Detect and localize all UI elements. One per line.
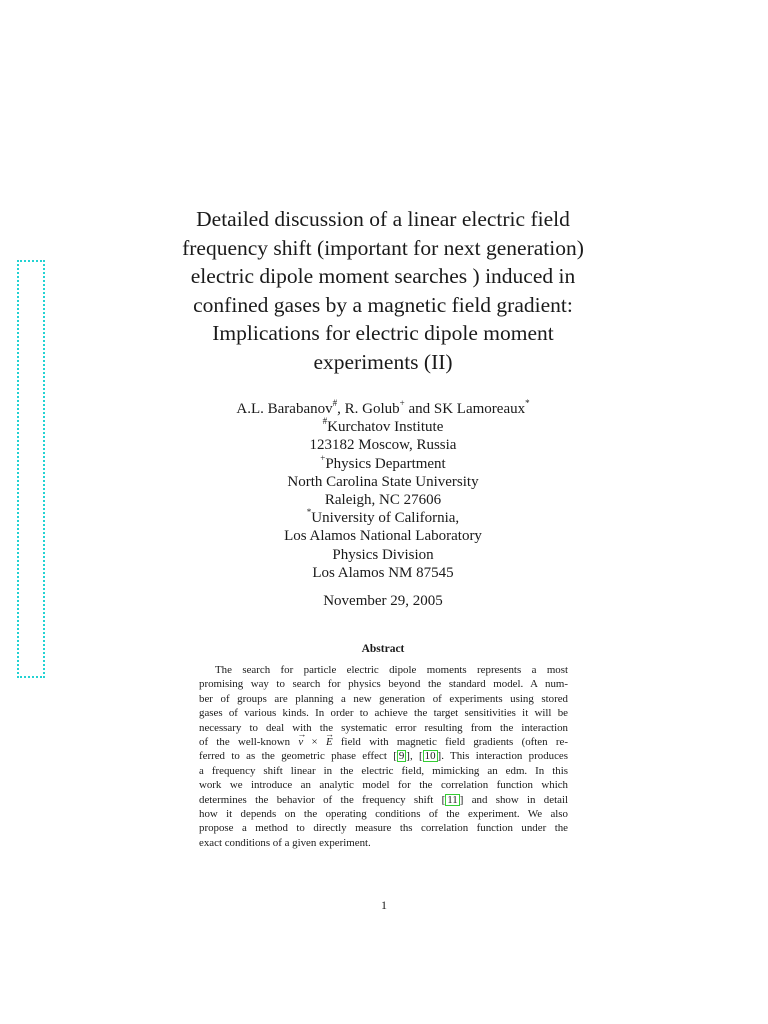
affiliation-line: Raleigh, NC 27606 xyxy=(324,492,442,509)
abstract-line: determines the behavior of the frequency shift [ 11 ] and show in detail xyxy=(199,793,568,806)
abstract-body xyxy=(199,663,568,850)
affiliation-mark: # xyxy=(322,416,328,427)
paper-title xyxy=(170,205,596,377)
abstract-line: ferred to as the geometric phase effect [ 9 ], [ 10 ]. This interaction produces xyxy=(199,750,568,763)
author-separator: and xyxy=(404,401,434,417)
abstract-line: exact conditions of a given experiment. xyxy=(199,836,371,849)
abstract-text: , xyxy=(409,750,420,763)
abstract-text: determines the behavior of the frequency shift xyxy=(199,793,442,806)
title-line: electric dipole moment searches ) induced in xyxy=(190,264,576,289)
title-line: experiments (II) xyxy=(313,349,453,374)
citation-link[interactable]: 10 xyxy=(424,750,436,763)
title-line: frequency shift (important for next generation) xyxy=(182,235,584,260)
affiliation-line: Los Alamos National Laboratory xyxy=(284,528,482,545)
abstract-text: of the well-known xyxy=(199,736,299,749)
page-number: 1 xyxy=(381,898,387,912)
abstract-line xyxy=(199,735,568,749)
vector-e: → E xyxy=(326,736,333,748)
abstract-line: a frequency shift linear in the electric field, mimicking an edm. In this xyxy=(199,764,568,777)
title-line: Implications for electric dipole moment xyxy=(212,321,554,346)
abstract-text: and show in detail xyxy=(463,793,568,806)
affiliation-text: Kurchatov Institute xyxy=(327,419,444,436)
abstract-text: field with magnetic field gradients (often re- xyxy=(332,736,568,749)
affiliation-mark: * xyxy=(306,507,312,518)
author-mark: + xyxy=(399,398,405,408)
affiliation-text: Physics Department xyxy=(325,455,446,472)
author-line xyxy=(170,400,596,418)
vector-v: → v xyxy=(298,736,303,748)
abstract-line: ber of groups are planning a new generation of experiments using stored xyxy=(199,692,568,705)
affiliation-line: Physics Division xyxy=(332,546,434,563)
author-mark: * xyxy=(525,398,530,408)
affiliation-line xyxy=(170,509,596,527)
affiliation-line: Los Alamos NM 87545 xyxy=(312,564,454,581)
affiliation-line: 123182 Moscow, Russia xyxy=(309,437,457,454)
author-name: R. Golub xyxy=(344,401,400,417)
paper-date: November 29, 2005 xyxy=(323,593,443,609)
citation-link[interactable]: 9 xyxy=(398,750,405,763)
abstract-line: promising way to search for physics beyond the standard model. A num- xyxy=(199,678,568,691)
affiliation-mark: + xyxy=(320,452,326,463)
author-block xyxy=(170,400,596,582)
author-name: SK Lamoreaux xyxy=(433,401,526,417)
abstract-line: necessary to deal with the systematic error resulting from the interaction xyxy=(199,721,568,734)
abstract-text: ferred to as the geometric phase effect xyxy=(199,750,394,763)
author-separator: , xyxy=(337,401,345,417)
abstract-text: . This interaction produces xyxy=(441,750,568,763)
abstract-line: how it depends on the operating conditions of the experiment. We also xyxy=(199,808,568,821)
arxiv-side-box xyxy=(17,260,45,678)
author-name: A.L. Barabanov xyxy=(236,401,333,417)
abstract-line: The search for particle electric dipole moments represents a most xyxy=(215,664,568,676)
citation-link[interactable]: 11 xyxy=(447,793,458,806)
affiliation-line xyxy=(170,418,596,436)
title-line: confined gases by a magnetic field gradient: xyxy=(193,292,573,317)
author-mark: # xyxy=(332,398,338,408)
affiliation-line xyxy=(170,452,596,473)
title-line: Detailed discussion of a linear electric field xyxy=(196,207,570,231)
affiliation-line: North Carolina State University xyxy=(287,473,479,490)
abstract-line: gases of various kinds. In order to achieve the target sensitivities it will be xyxy=(199,707,568,720)
affiliation-text: University of California, xyxy=(311,510,460,527)
abstract-line: propose a method to directly measure ths correlation function under the xyxy=(199,822,568,835)
abstract-heading: Abstract xyxy=(361,643,405,655)
cross-product-symbol: × xyxy=(303,736,326,749)
abstract-line: work we introduce an analytic model for the correlation function which xyxy=(199,779,568,792)
